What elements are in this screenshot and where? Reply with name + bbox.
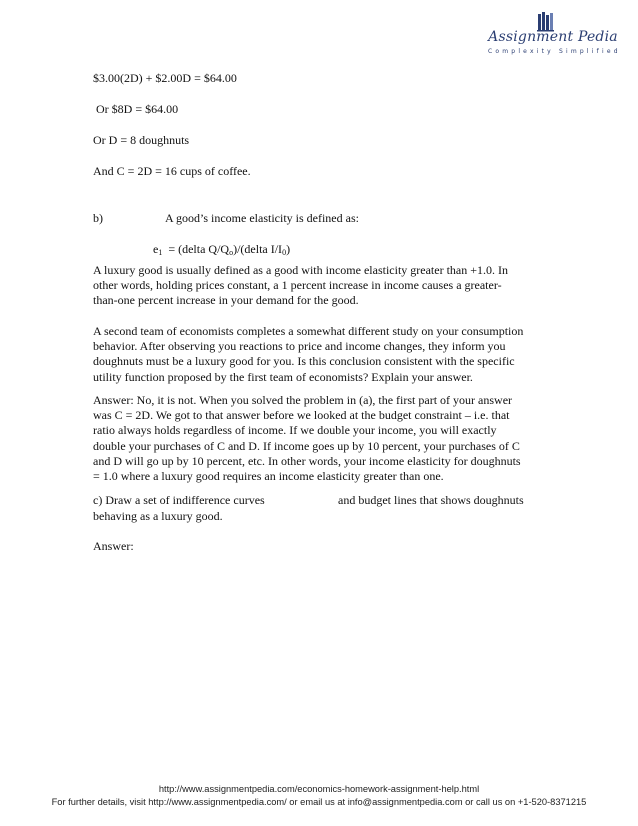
equation-line-2: Or $8D = $64.00 [96,102,179,116]
part-c-question-right: and budget lines that shows doughnuts [338,493,524,507]
part-c-question-left: c) Draw a set of indifference curves [93,493,265,507]
footer-url: http://www.assignmentpedia.com/economics-homework-assignment-help.html [158,784,480,794]
part-b-intro: A good’s income elasticity is defined as: [165,211,359,225]
part-c-question-line-2: behaving as a luxury good. [93,509,223,523]
equation-line-1: $3.00(2D) + $2.00D = $64.00 [93,71,237,85]
elasticity-formula: $e_1$ = (delta $Q/Q_o)/(delta$ $I/I_0$) [153,242,291,257]
equation-line-3: Or D = 8 doughnuts [93,133,190,147]
footer-contact: For further details, visit http://www.assignmentpedia.com/ or email us at info@assignmentpedia.com or call us on +1-520-8371215 [51,797,587,807]
answer-paragraph: Answer: No, it is not. When you solved the problem in (a), the first part of your answer was C = 2D. We got to that answer before we looked at the budget constraint – i.e. that ratio always holds regardless of income. If we double your income, you will exactly double your purchases of C and D. If income goes up by 10 percent, your purchases of C and D will go up by 10 percent, etc. In other words, your income elasticity for doughnuts = 1.0 where a luxury good requires an income elasticity greater than one. [93,393,521,484]
second-team-paragraph: A second team of economists completes a somewhat different study on your consumption behavior. After observing you reactions to price and income changes, they inform you doughnuts must be a luxury good for you. Is this conclusion consistent with the specific utility function proposed by the first team of economists? Explain your answer. [93,324,524,384]
brand-logo [488,10,621,60]
answer-label: Answer: [93,539,134,553]
luxury-good-paragraph: A luxury good is usually defined as a good with income elasticity greater than +1.0. In other words, holding prices constant, a 1 percent increase in income causes a greater- than-one percent increase in your demand for the good. [93,263,509,308]
part-b-label: b) [93,211,103,225]
brand-tagline: Complexity Simplified [488,48,621,55]
brand-name: Assignment Pedia [488,29,618,45]
equation-line-4: And C = 2D = 16 cups of coffee. [93,164,251,178]
